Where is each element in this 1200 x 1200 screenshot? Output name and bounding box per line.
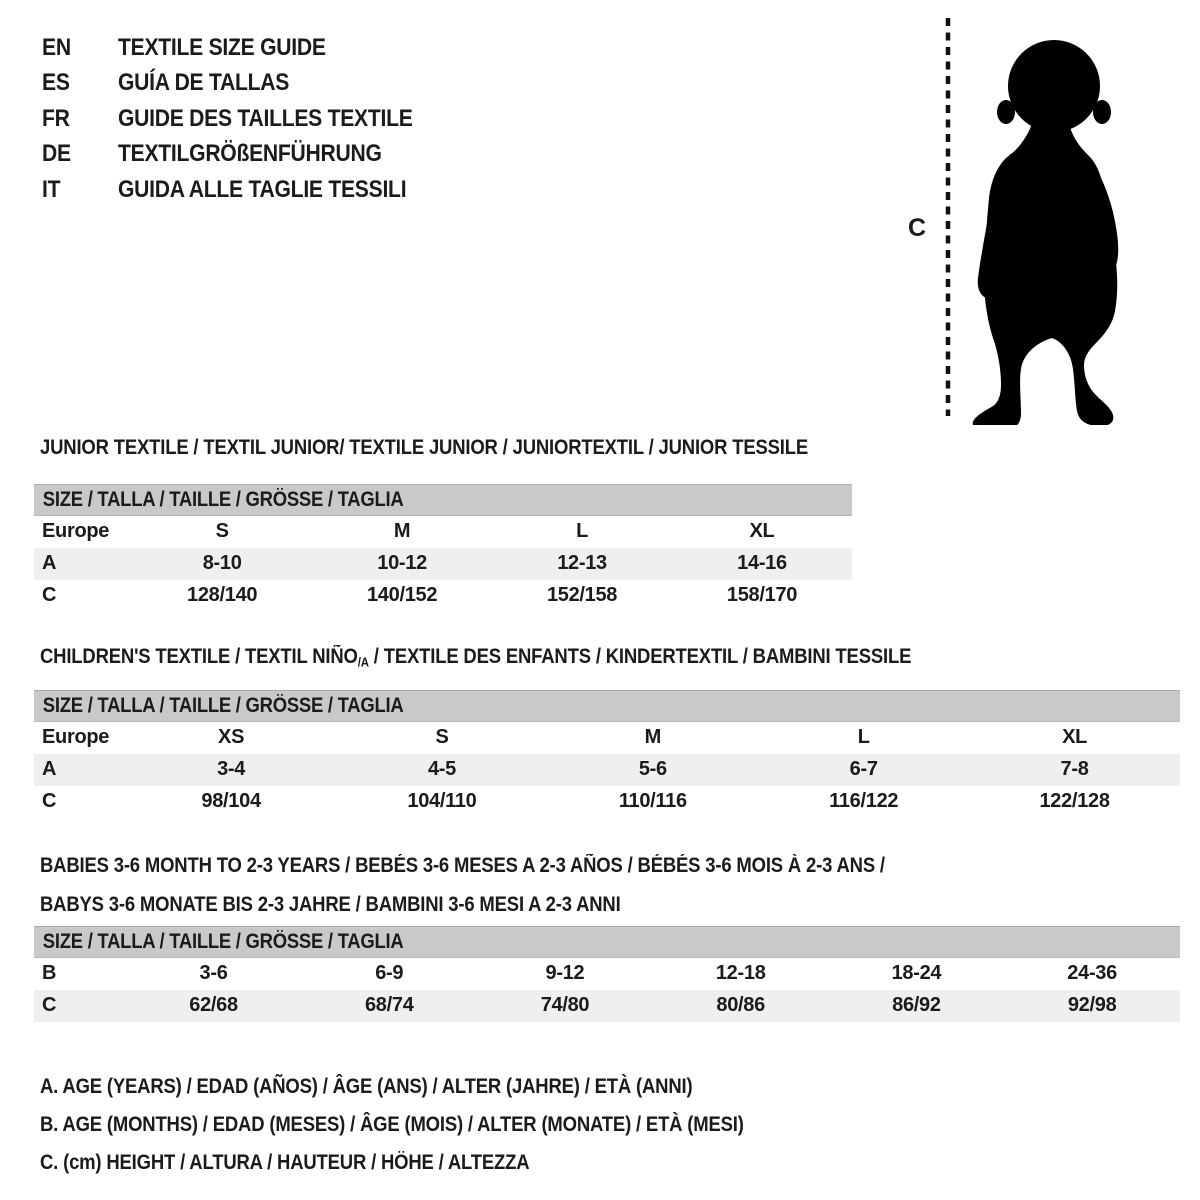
language-title: GUIDA ALLE TAGLIE TESSILI bbox=[118, 175, 407, 203]
table-cell: 68/74 bbox=[301, 990, 477, 1022]
language-code: DE bbox=[42, 140, 71, 168]
table-row bbox=[34, 990, 1180, 1022]
size-header-label: SIZE / TALLA / TAILLE / GRÖSSE / TAGLIA bbox=[42, 488, 404, 511]
table-row bbox=[34, 580, 852, 612]
table-row bbox=[34, 548, 852, 580]
language-title: TEXTILE SIZE GUIDE bbox=[118, 33, 326, 61]
language-row bbox=[42, 66, 453, 102]
table-cell: 12-13 bbox=[492, 548, 672, 580]
table-cell: 74/80 bbox=[477, 990, 653, 1022]
baby-figure bbox=[900, 10, 1160, 425]
table-cell: 116/122 bbox=[829, 790, 899, 812]
row-label: Europe bbox=[42, 726, 110, 749]
table-cell: 92/98 bbox=[1004, 990, 1180, 1022]
table-cell: 122/128 bbox=[1039, 790, 1110, 812]
table-cell: 7-8 bbox=[969, 754, 1180, 786]
row-label: A bbox=[34, 754, 126, 786]
table-cell: XL bbox=[749, 520, 775, 543]
table-cell: 140/152 bbox=[366, 584, 438, 606]
language-row bbox=[42, 137, 453, 173]
table-row bbox=[34, 516, 852, 548]
table-cell: XL bbox=[1062, 726, 1088, 749]
row-label: Europe bbox=[42, 520, 110, 543]
table-cell: 6-7 bbox=[758, 754, 969, 786]
language-code: FR bbox=[42, 104, 70, 132]
table-cell: 12-18 bbox=[715, 962, 766, 985]
table-row bbox=[34, 754, 1180, 786]
table-row bbox=[34, 722, 1180, 754]
baby-silhouette bbox=[973, 40, 1118, 425]
table-row bbox=[34, 958, 1180, 990]
table-cell: M bbox=[393, 520, 411, 543]
size-header-label: SIZE / TALLA / TAILLE / GRÖSSE / TAGLIA bbox=[42, 694, 404, 717]
table-cell: 3-6 bbox=[199, 962, 228, 985]
babies-size-table bbox=[34, 926, 1180, 1022]
size-header-bar bbox=[34, 691, 1180, 722]
table-cell: 104/110 bbox=[407, 790, 477, 812]
figure-height-label: C bbox=[908, 214, 927, 242]
language-title-list bbox=[42, 30, 453, 208]
children-section-heading: CHILDREN'S TEXTILE / TEXTIL $NIÑO_{/A}$ / TEXTILE DES ENFANTS / KINDERTEXTIL / BAMBINI TESSILE bbox=[40, 645, 912, 670]
babies-section-heading: BABIES 3-6 MONTH TO 2-3 YEARS / BEBÉS 3-6 MESES A 2-3 AÑOS / BÉBÉS 3-6 MOIS À 2-3 ANS / BABYS 3-6 MONATE BIS 2-3 JAHRE / BAMBINI 3-6 MESI A 2-3 ANNI bbox=[40, 854, 885, 916]
table-cell: 14-16 bbox=[672, 548, 852, 580]
table-cell: 3-4 bbox=[126, 754, 337, 786]
table-cell: 9-12 bbox=[545, 962, 585, 985]
legend-line-b: B. AGE (MONTHS) / EDAD (MESES) / ÂGE (MOIS) / ALTER (MONATE) / ETÀ (MESI) bbox=[40, 1113, 744, 1136]
table-cell: S bbox=[435, 726, 449, 749]
table-cell: 18-24 bbox=[891, 962, 942, 985]
table-cell: 24-36 bbox=[1067, 962, 1117, 985]
table-cell: 10-12 bbox=[312, 548, 492, 580]
table-cell: 80/86 bbox=[653, 990, 829, 1022]
row-label: C bbox=[34, 990, 126, 1022]
table-cell: XS bbox=[218, 726, 245, 749]
size-header-bar bbox=[34, 485, 852, 516]
table-cell: 110/116 bbox=[618, 790, 687, 812]
children-size-table bbox=[34, 690, 1180, 818]
row-label: B bbox=[42, 962, 57, 985]
language-row bbox=[42, 30, 453, 66]
table-cell: S bbox=[215, 520, 229, 543]
language-title: GUÍA DE TALLAS bbox=[118, 69, 290, 97]
table-cell: 62/68 bbox=[126, 990, 302, 1022]
language-title: TEXTILGRÖßENFÜHRUNG bbox=[118, 140, 382, 168]
table-cell: 158/170 bbox=[726, 584, 798, 606]
table-cell: 5-6 bbox=[547, 754, 758, 786]
junior-section-heading: JUNIOR TEXTILE / TEXTIL JUNIOR/ TEXTILE JUNIOR / JUNIORTEXTIL / JUNIOR TESSILE bbox=[40, 436, 809, 459]
row-label: A bbox=[34, 548, 132, 580]
language-code: ES bbox=[42, 69, 70, 97]
table-cell: 98/104 bbox=[201, 790, 261, 812]
legend-line-a: A. AGE (YEARS) / EDAD (AÑOS) / ÂGE (ANS) / ALTER (JAHRE) / ETÀ (ANNI) bbox=[40, 1075, 693, 1098]
language-code: EN bbox=[42, 33, 71, 61]
language-title: GUIDE DES TAILLES TEXTILE bbox=[118, 104, 413, 132]
table-cell: 86/92 bbox=[829, 990, 1005, 1022]
table-cell: L bbox=[857, 726, 870, 749]
table-cell: 8-10 bbox=[132, 548, 312, 580]
table-cell: 4-5 bbox=[337, 754, 548, 786]
table-cell: 6-9 bbox=[375, 962, 404, 985]
junior-size-table bbox=[34, 484, 852, 612]
size-header-label: SIZE / TALLA / TAILLE / GRÖSSE / TAGLIA bbox=[42, 930, 404, 953]
legend-line-c: C. (cm) HEIGHT / ALTURA / HAUTEUR / HÖHE / ALTEZZA bbox=[40, 1151, 530, 1174]
table-cell: 128/140 bbox=[187, 584, 258, 606]
row-label: C bbox=[42, 790, 57, 812]
language-code: IT bbox=[42, 175, 61, 203]
row-label: C bbox=[42, 584, 57, 606]
legend bbox=[40, 1068, 840, 1182]
language-row bbox=[42, 101, 453, 137]
table-cell: M bbox=[644, 726, 661, 749]
table-row bbox=[34, 786, 1180, 818]
language-row bbox=[42, 172, 453, 208]
table-cell: 152/158 bbox=[546, 584, 618, 606]
table-cell: L bbox=[576, 520, 588, 543]
size-header-bar bbox=[34, 927, 1180, 958]
